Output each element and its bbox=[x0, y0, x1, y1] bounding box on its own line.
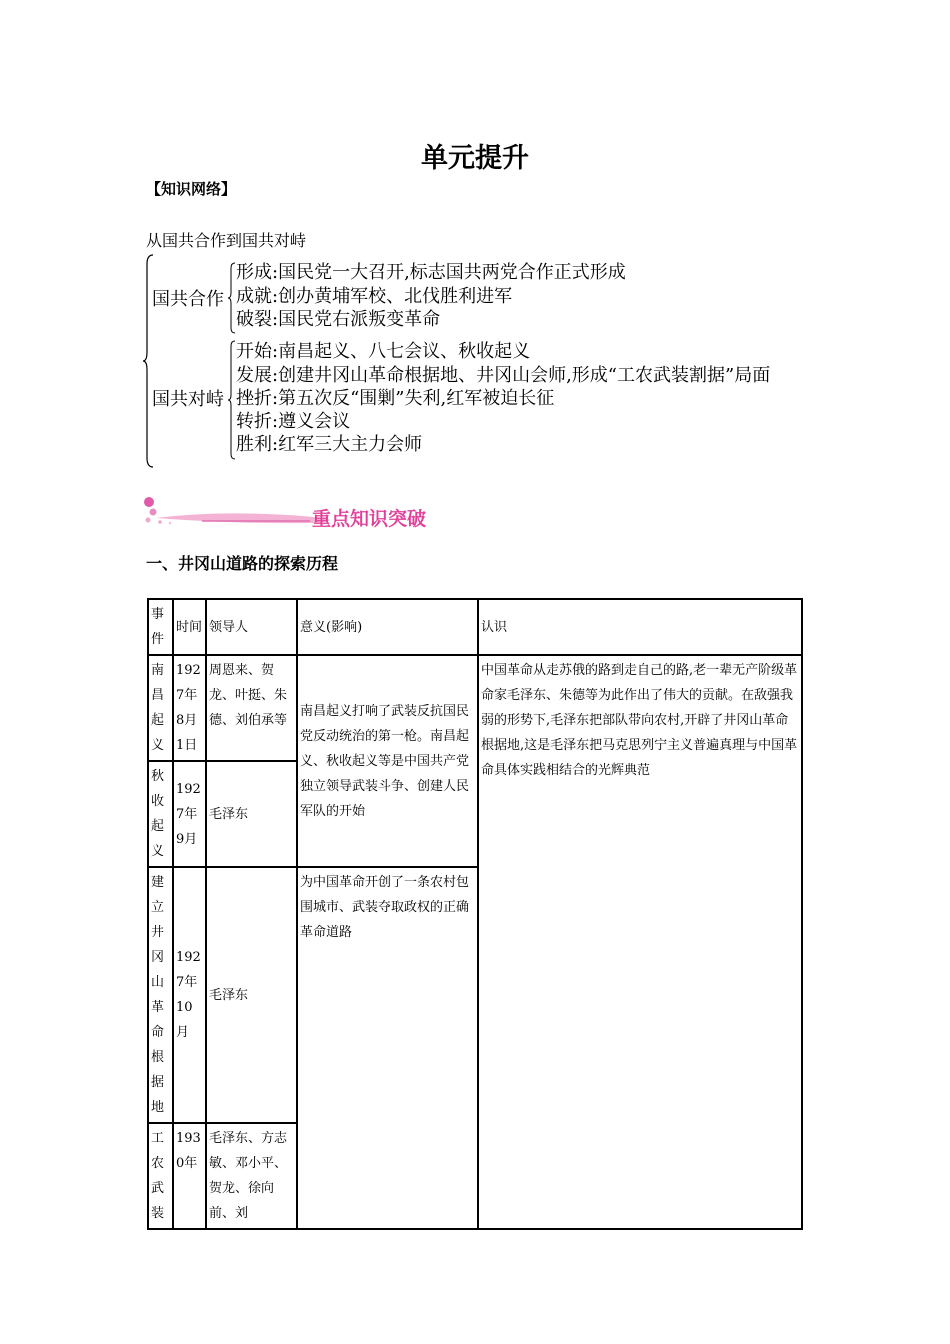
event-cell: 建立井冈山革命根据地 bbox=[148, 867, 173, 1123]
network-item: 成就:创办黄埔军校、北伐胜利进军 bbox=[236, 286, 513, 307]
table-header-row bbox=[148, 599, 802, 655]
header-cell: 时间 bbox=[173, 599, 206, 655]
event-cell: 工农武装 bbox=[148, 1123, 173, 1229]
history-table bbox=[147, 598, 803, 1230]
leader-cell: 毛泽东 bbox=[206, 867, 297, 1123]
header-cell: 意义(影响) bbox=[297, 599, 478, 655]
time-cell: 1927年8月1日 bbox=[173, 655, 206, 761]
header-cell: 事件 bbox=[148, 599, 173, 655]
inner-brace-cooperation bbox=[228, 262, 236, 334]
network-item: 开始:南昌起义、八七会议、秋收起义 bbox=[236, 341, 531, 362]
network-item: 发展:创建井冈山革命根据地、井冈山会师,形成“工农武装割据”局面 bbox=[236, 365, 771, 386]
group-label-confrontation: 国共对峙 bbox=[152, 389, 224, 410]
leader-cell: 毛泽东 bbox=[206, 761, 297, 867]
table-row bbox=[148, 655, 802, 761]
leader-cell: 周恩来、贺龙、叶挺、朱德、刘伯承等 bbox=[206, 655, 297, 761]
time-cell: 1927年10月 bbox=[173, 867, 206, 1123]
leader-cell: 毛泽东、方志敏、邓小平、贺龙、徐向前、刘 bbox=[206, 1123, 297, 1229]
network-item: 挫折:第五次反“围剿”失利,红军被迫长征 bbox=[236, 388, 555, 409]
subsection-title: 一、井冈山道路的探索历程 bbox=[146, 554, 339, 573]
section-label: 【知识网络】 bbox=[146, 180, 237, 198]
time-cell: 1927年9月 bbox=[173, 761, 206, 867]
event-cell: 秋收起义 bbox=[148, 761, 173, 867]
banner-title: 重点知识突破 bbox=[312, 508, 427, 530]
significance-cell: 为中国革命开创了一条农村包围城市、武装夺取政权的正确革命道路 bbox=[297, 867, 478, 1229]
network-item: 胜利:红军三大主力会师 bbox=[236, 434, 423, 455]
header-cell: 认识 bbox=[478, 599, 802, 655]
network-title: 从国共合作到国共对峙 bbox=[146, 231, 307, 250]
group-label-cooperation: 国共合作 bbox=[152, 289, 224, 310]
time-cell: 1930年 bbox=[173, 1123, 206, 1229]
event-cell: 南昌起义 bbox=[148, 655, 173, 761]
understanding-cell: 中国革命从走苏俄的路到走自己的路,老一辈无产阶级革命家毛泽东、朱德等为此作出了伟大的贡献。在敌强我弱的形势下,毛泽东把部队带向农村,开辟了井冈山革命根据地,这是毛泽东把马克思列宁主义普遍真理与中国革命具体实践相结合的光辉典范 bbox=[478, 655, 802, 1229]
network-item: 转折:遵义会议 bbox=[236, 411, 351, 432]
network-item: 形成:国民党一大召开,标志国共两党合作正式形成 bbox=[236, 262, 626, 283]
page-title: 单元提升 bbox=[421, 143, 529, 174]
significance-cell: 南昌起义打响了武装反抗国民党反动统治的第一枪。南昌起义、秋收起义等是中国共产党独立领导武装斗争、创建人民军队的开始 bbox=[297, 655, 478, 867]
header-cell: 领导人 bbox=[206, 599, 297, 655]
network-item: 破裂:国民党右派叛变革命 bbox=[236, 309, 441, 330]
inner-brace-confrontation bbox=[228, 340, 236, 460]
